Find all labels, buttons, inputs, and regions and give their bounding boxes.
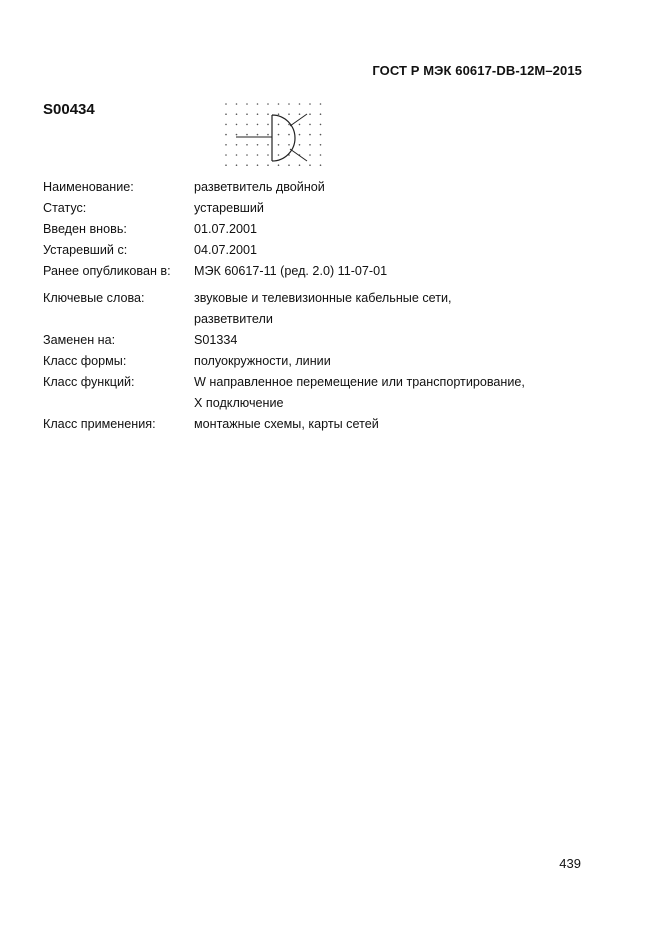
grid-dot <box>278 113 280 115</box>
grid-dot <box>309 134 311 136</box>
field-value: 01.07.2001 <box>194 222 258 236</box>
field-value: W направленное перемещение или транспортирование, <box>194 375 525 389</box>
grid-dot <box>320 164 322 166</box>
grid-dot <box>267 144 269 146</box>
field-keywords <box>43 288 603 330</box>
field-value: 04.07.2001 <box>194 243 258 257</box>
field-value: разветвители <box>194 312 273 326</box>
output-line-lower <box>290 149 307 161</box>
grid-dot <box>236 154 238 156</box>
field-status <box>43 198 603 219</box>
grid-dot <box>246 124 248 126</box>
grid-dot <box>246 113 248 115</box>
field-value: звуковые и телевизионные кабельные сети, <box>194 291 452 305</box>
grid-dot <box>246 154 248 156</box>
field-label: Наименование: <box>43 180 134 194</box>
field-label: Статус: <box>43 201 87 215</box>
output-line-upper <box>290 114 307 126</box>
field-value: монтажные схемы, карты сетей <box>194 417 379 431</box>
grid-dot <box>320 103 322 105</box>
grid-dot <box>257 164 259 166</box>
grid-dot <box>236 113 238 115</box>
grid-dot <box>225 144 227 146</box>
grid-dot <box>267 103 269 105</box>
grid-dot <box>320 134 322 136</box>
grid-dot <box>299 113 301 115</box>
grid-dot <box>246 144 248 146</box>
grid-dot <box>236 103 238 105</box>
grid-dot <box>288 164 290 166</box>
grid-dot <box>309 124 311 126</box>
grid-dot <box>288 144 290 146</box>
grid-dot <box>309 103 311 105</box>
grid-dot <box>278 134 280 136</box>
grid-dot <box>288 113 290 115</box>
field-value: МЭК 60617-11 (ред. 2.0) 11-07-01 <box>194 264 388 278</box>
grid-dot <box>309 113 311 115</box>
grid-dot <box>236 134 238 136</box>
grid-dot <box>225 164 227 166</box>
grid-dot <box>299 164 301 166</box>
field-label: Введен вновь: <box>43 222 127 236</box>
field-label: Устаревший с: <box>43 243 128 257</box>
grid-dot <box>225 154 227 156</box>
grid-dot <box>236 124 238 126</box>
page-number: 439 <box>559 856 581 871</box>
grid-dot <box>278 164 280 166</box>
grid-dot <box>267 154 269 156</box>
field-obsolete-since <box>43 240 603 261</box>
field-label: Класс применения: <box>43 417 156 431</box>
grid-dot <box>257 144 259 146</box>
symbol-code: S00434 <box>43 101 95 118</box>
field-value: устаревший <box>194 201 264 215</box>
grid-dot <box>320 144 322 146</box>
grid-dot <box>320 113 322 115</box>
grid-dot <box>299 124 301 126</box>
grid-dot <box>257 103 259 105</box>
grid-dot <box>225 103 227 105</box>
grid-dot <box>257 113 259 115</box>
field-label: Ранее опубликован в: <box>43 264 171 278</box>
grid-dot <box>267 134 269 136</box>
field-previously-published <box>43 261 603 282</box>
grid-dot <box>236 164 238 166</box>
field-name <box>43 177 603 198</box>
grid-dot <box>288 134 290 136</box>
attribute-list <box>43 177 603 435</box>
grid-dot <box>267 164 269 166</box>
field-label: Ключевые слова: <box>43 291 145 305</box>
grid-dot <box>309 154 311 156</box>
document-header: ГОСТ Р МЭК 60617-DB-12M–2015 <box>372 63 582 78</box>
field-value: X подключение <box>194 396 284 410</box>
grid-dot <box>257 154 259 156</box>
field-shape-class <box>43 351 603 372</box>
grid-dot <box>309 144 311 146</box>
field-value: S01334 <box>194 333 238 347</box>
field-replaced-by <box>43 330 603 351</box>
field-label: Класс формы: <box>43 354 127 368</box>
grid-dot <box>246 164 248 166</box>
grid-dot <box>236 144 238 146</box>
grid-dot <box>278 124 280 126</box>
grid-dot <box>320 154 322 156</box>
grid-dot <box>246 134 248 136</box>
grid-dot <box>299 144 301 146</box>
grid-dot <box>257 134 259 136</box>
grid-dot <box>299 134 301 136</box>
field-label: Класс функций: <box>43 375 135 389</box>
grid-dot <box>278 144 280 146</box>
symbol-drawing <box>222 100 332 170</box>
field-function-class <box>43 372 603 414</box>
field-label: Заменен на: <box>43 333 116 347</box>
grid-dot <box>225 124 227 126</box>
semicircle-shape <box>272 115 295 161</box>
field-application-class <box>43 414 603 435</box>
grid-dot <box>225 113 227 115</box>
field-value: разветвитель двойной <box>194 180 325 194</box>
grid-dot <box>246 103 248 105</box>
grid-dot <box>278 103 280 105</box>
grid-dot <box>309 164 311 166</box>
field-value: полуокружности, линии <box>194 354 331 368</box>
splitter-double-icon <box>222 100 332 175</box>
grid-dot <box>278 154 280 156</box>
field-introduced <box>43 219 603 240</box>
grid-dot <box>288 103 290 105</box>
grid-dot <box>299 103 301 105</box>
grid-dot <box>257 124 259 126</box>
grid-dot <box>225 134 227 136</box>
grid-dot <box>267 124 269 126</box>
grid-dot <box>267 113 269 115</box>
grid-dot <box>320 124 322 126</box>
